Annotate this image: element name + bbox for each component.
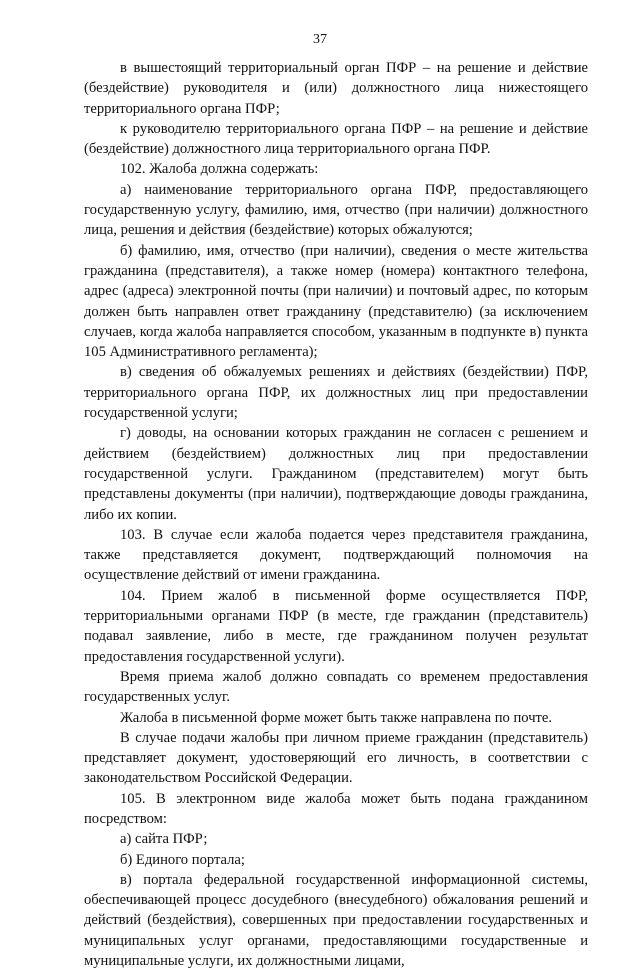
paragraph-103: 103. В случае если жалоба подается через представителя гражданина, также представляется документ, подтверждающий полномочия на осуществление действий от имени гражданина. bbox=[84, 526, 588, 584]
paragraph-postal-submission: Жалоба в письменной форме может быть также направлена по почте. bbox=[120, 709, 553, 726]
paragraph-102-v: в) сведения об обжалуемых решениях и действиях (бездействии) ПФР, территориального органа ПФР, их должностных лиц при предоставлении государственной услуги; bbox=[84, 364, 588, 422]
paragraph-appeal-head-territorial-body: к руководителю территориального органа ПФР – на решение и действие (бездействие) должностного лица территориального органа ПФР. bbox=[84, 120, 588, 158]
paragraph-102-b: б) фамилию, имя, отчество (при наличии), сведения о месте жительства гражданина (представителя), а также номер (номера) контактного телефона, адрес (адреса) электронной почты (при наличии) и почтовый адрес, по которым должен быть направлен ответ гражданину (представителю) (за исключением случаев, когда жалоба направляется способом, указанным в подпункте в) пункта 105 Административного регламента); bbox=[84, 242, 588, 361]
paragraph-appeal-higher-territorial-body: в вышестоящий территориальный орган ПФР – на решение и действие (бездействие) руководителя и (или) должностного лица нижестоящего территориального органа ПФР; bbox=[84, 60, 588, 117]
paragraph-104: 104. Прием жалоб в письменной форме осуществляется ПФР, территориальными органами ПФР (в месте, где гражданин (представитель) подавал заявление, либо в месте, где гражданином получен результат предоставления государственной услуги). bbox=[84, 587, 588, 665]
paragraph-105-a: а) сайта ПФР; bbox=[120, 831, 208, 848]
paragraph-102-heading: 102. Жалоба должна содержать: bbox=[120, 161, 319, 178]
page-number: 37 bbox=[313, 32, 327, 47]
paragraph-personal-reception: В случае подачи жалобы при личном приеме гражданин (представитель) представляет документ, удостоверяющий его личность, в соответствии с законодательством Российской Федерации. bbox=[84, 729, 588, 787]
paragraph-105-heading: 105. В электронном виде жалоба может быть подана гражданином посредством: bbox=[84, 790, 588, 827]
paragraph-105-v: в) портала федеральной государственной информационной системы, обеспечивающей процесс досудебного (внесудебного) обжалования решений и действий (бездействия), совершенных при предоставлении государственных и муниципальных услуг органами, предоставляющими государственные и муниципальные услуги, их должностными лицами, bbox=[84, 871, 588, 970]
paragraph-102-g: г) доводы, на основании которых гражданин не согласен с решением и действием (бездействием) должностных лиц при предоставлении государственной услуги. Гражданином (представителем) могут быть представлены документы (при наличии), подтверждающие доводы гражданина, либо их копии. bbox=[84, 425, 588, 523]
document-body bbox=[84, 58, 588, 971]
paragraph-105-b: б) Единого портала; bbox=[120, 851, 245, 868]
paragraph-reception-time: Время приема жалоб должно совпадать со временем предоставления государственных услуг. bbox=[84, 668, 588, 706]
paragraph-102-a: а) наименование территориального органа ПФР, предоставляющего государственную услугу, фамилию, имя, отчество (при наличии) должностного лица, решения и действия (бездействие) которых обжалуются; bbox=[84, 181, 588, 239]
